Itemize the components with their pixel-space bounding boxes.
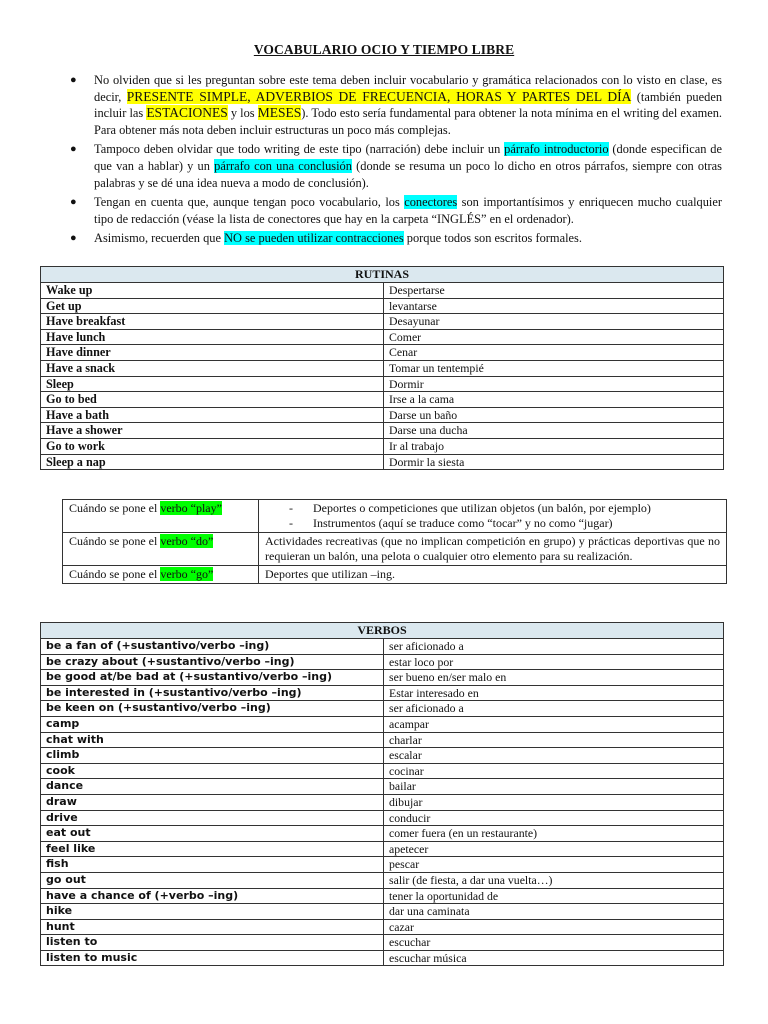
bullet-text: ). Todo esto sería fundamental para obtener la nota mínima en el writing del examen. Para obtener más nota deben incluir estructuras un poco más complejas. <box>94 106 722 137</box>
verb-rule-label <box>63 533 259 566</box>
spanish-translation: pescar <box>384 857 724 873</box>
english-term: dance <box>41 779 384 795</box>
spanish-translation: comer fuera (en un restaurante) <box>384 826 724 842</box>
rutinas-header: RUTINAS <box>41 267 724 283</box>
spanish-translation: Estar interesado en <box>384 685 724 701</box>
spanish-translation: escuchar música <box>384 950 724 966</box>
table-row <box>41 872 724 888</box>
spanish-translation: apetecer <box>384 841 724 857</box>
english-term: have a chance of (+verbo –ing) <box>41 888 384 904</box>
verb-rule-row <box>63 533 727 566</box>
bullet-text: porque todos son escritos formales. <box>403 231 582 246</box>
english-term: Sleep a nap <box>41 454 384 470</box>
spanish-translation: cocinar <box>384 763 724 779</box>
bullet-icon: ● <box>70 232 77 245</box>
english-term: chat with <box>41 732 384 748</box>
intro-bullet-item <box>70 72 722 138</box>
english-term: fish <box>41 857 384 873</box>
english-term: Have dinner <box>41 345 384 361</box>
table-row <box>41 904 724 920</box>
spanish-translation: Desayunar <box>384 314 724 330</box>
spanish-translation: Comer <box>384 329 724 345</box>
spanish-translation: Darse un baño <box>384 407 724 423</box>
spanish-translation: dar una caminata <box>384 904 724 920</box>
table-row <box>41 454 724 470</box>
english-term: be a fan of (+sustantivo/verbo –ing) <box>41 639 384 655</box>
verb-rule-explanation: Deportes que utilizan –ing. <box>259 566 727 584</box>
verb-usage-rules-table <box>62 499 727 584</box>
bullet-text: (también pueden incluir las <box>94 89 723 121</box>
table-row <box>41 376 724 392</box>
verb-rule-label <box>63 566 259 584</box>
highlighted-verb: verbo “do” <box>160 534 214 548</box>
table-row <box>41 888 724 904</box>
table-row <box>41 732 724 748</box>
bullet-text: Tampoco deben olvidar que todo writing de este tipo (narración) debe incluir un <box>94 142 505 157</box>
bullet-text: (donde se resuma un poco lo dicho en otros párrafos, siempre con otras palabras y se dé una idea nueva a modo de conclusión). <box>94 158 722 190</box>
english-term: Go to work <box>41 438 384 454</box>
highlighted-verb: verbo “play” <box>160 501 222 515</box>
table-row <box>41 407 724 423</box>
bullet-icon: ● <box>70 74 77 86</box>
english-term: drive <box>41 810 384 826</box>
verb-rule-row <box>63 566 727 584</box>
table-row <box>41 670 724 686</box>
english-term: be keen on (+sustantivo/verbo –ing) <box>41 701 384 717</box>
table-row <box>41 950 724 966</box>
spanish-translation: salir (de fiesta, a dar una vuelta…) <box>384 872 724 888</box>
table-row <box>41 826 724 842</box>
spanish-translation: Ir al trabajo <box>384 438 724 454</box>
intro-bullet-item <box>70 194 722 227</box>
highlighted-text: ESTACIONES <box>146 105 228 121</box>
english-term: be good at/be bad at (+sustantivo/verbo –ing) <box>41 670 384 686</box>
spanish-translation: escalar <box>384 748 724 764</box>
english-term: listen to music <box>41 950 384 966</box>
table-row <box>41 716 724 732</box>
english-term: Get up <box>41 298 384 314</box>
table-row <box>41 841 724 857</box>
verbos-table <box>40 622 724 966</box>
english-term: Sleep <box>41 376 384 392</box>
spanish-translation: tener la oportunidad de <box>384 888 724 904</box>
verbos-header: VERBOS <box>41 623 724 639</box>
english-term: listen to <box>41 935 384 951</box>
spanish-translation: bailar <box>384 779 724 795</box>
highlighted-verb: verbo “go” <box>160 567 214 581</box>
highlighted-text: conectores <box>404 195 458 210</box>
english-term: Have a shower <box>41 423 384 439</box>
highlighted-text: párrafo con una conclusión <box>214 158 352 173</box>
table-row <box>41 748 724 764</box>
english-term: be interested in (+sustantivo/verbo –ing) <box>41 685 384 701</box>
intro-notes-list <box>70 72 722 250</box>
spanish-translation: levantarse <box>384 298 724 314</box>
table-row <box>41 654 724 670</box>
table-row <box>41 438 724 454</box>
spanish-translation: Tomar un tentempié <box>384 360 724 376</box>
spanish-translation: acampar <box>384 716 724 732</box>
bullet-text: No olviden que si les preguntan sobre este tema deben incluir vocabulario y gramática relacionados con lo visto en clase, es decir, <box>94 73 722 104</box>
english-term: draw <box>41 794 384 810</box>
english-term: camp <box>41 716 384 732</box>
table-row <box>41 360 724 376</box>
highlighted-text: MESES <box>257 105 302 121</box>
highlighted-text: NO se pueden utilizar contracciones <box>224 231 404 246</box>
table-row <box>41 298 724 314</box>
table-row <box>41 685 724 701</box>
table-row <box>41 919 724 935</box>
table-row <box>41 779 724 795</box>
spanish-translation: conducir <box>384 810 724 826</box>
spanish-translation: Cenar <box>384 345 724 361</box>
verb-rule-row <box>63 500 727 533</box>
table-row <box>41 810 724 826</box>
table-row <box>41 857 724 873</box>
table-row <box>41 701 724 717</box>
verb-rule-explanation: Actividades recreativas (que no implican competición en grupo) y prácticas deportivas que no requieran un balón, una pelota o cualquier otro elemento para su realización. <box>259 533 727 566</box>
english-term: be crazy about (+sustantivo/verbo –ing) <box>41 654 384 670</box>
rule-list-item: - Instrumentos (aquí se traduce como “tocar” y no como “jugar) <box>289 516 613 530</box>
spanish-translation: cazar <box>384 919 724 935</box>
spanish-translation: estar loco por <box>384 654 724 670</box>
spanish-translation: Darse una ducha <box>384 423 724 439</box>
bullet-icon: ● <box>70 196 77 209</box>
english-term: eat out <box>41 826 384 842</box>
table-row <box>41 794 724 810</box>
highlighted-text: PRESENTE SIMPLE, ADVERBIOS DE FRECUENCIA, HORAS Y PARTES DEL DÍA <box>126 88 632 104</box>
intro-bullet-item <box>70 230 722 247</box>
spanish-translation: dibujar <box>384 794 724 810</box>
spanish-translation: charlar <box>384 732 724 748</box>
spanish-translation: ser aficionado a <box>384 701 724 717</box>
spanish-translation: Dormir <box>384 376 724 392</box>
table-row <box>41 935 724 951</box>
bullet-text: Asimismo, recuerden que <box>94 231 225 246</box>
bullet-icon: ● <box>70 143 77 156</box>
bullet-text: (donde especifican de que van a hablar) y un <box>94 142 722 173</box>
intro-bullet-item <box>70 141 722 191</box>
bullet-text: y los <box>227 106 258 121</box>
table-row <box>41 423 724 439</box>
verb-rule-explanation <box>259 500 727 533</box>
spanish-translation: ser bueno en/ser malo en <box>384 670 724 686</box>
page-title: VOCABULARIO OCIO Y TIEMPO LIBRE <box>253 42 515 57</box>
rutinas-table <box>40 266 724 470</box>
table-row <box>41 639 724 655</box>
english-term: Have lunch <box>41 329 384 345</box>
rule-list-item: - Deportes o competiciones que utilizan objetos (un balón, por ejemplo) <box>289 501 651 515</box>
bullet-text: son importantísimos y enriquecen mucho cualquier tipo de redacción (véase la lista de conectores que hay en la carpeta “INGLÉS” en el ordenador). <box>94 195 722 226</box>
english-term: Have breakfast <box>41 314 384 330</box>
rule-prefix: Cuándo se pone el <box>69 534 161 548</box>
spanish-translation: Despertarse <box>384 283 724 299</box>
english-term: cook <box>41 763 384 779</box>
english-term: feel like <box>41 841 384 857</box>
english-term: go out <box>41 872 384 888</box>
table-row <box>41 392 724 408</box>
rule-prefix: Cuándo se pone el <box>69 567 161 581</box>
english-term: hike <box>41 904 384 920</box>
english-term: Have a bath <box>41 407 384 423</box>
verb-rule-label <box>63 500 259 533</box>
spanish-translation: escuchar <box>384 935 724 951</box>
table-row <box>41 283 724 299</box>
english-term: hunt <box>41 919 384 935</box>
rule-prefix: Cuándo se pone el <box>69 501 161 515</box>
english-term: Go to bed <box>41 392 384 408</box>
table-row <box>41 763 724 779</box>
english-term: Have a snack <box>41 360 384 376</box>
english-term: climb <box>41 748 384 764</box>
spanish-translation: ser aficionado a <box>384 639 724 655</box>
highlighted-text: párrafo introductorio <box>504 142 609 157</box>
table-row <box>41 314 724 330</box>
spanish-translation: Irse a la cama <box>384 392 724 408</box>
table-row <box>41 329 724 345</box>
table-row <box>41 345 724 361</box>
english-term: Wake up <box>41 283 384 299</box>
bullet-text: Tengan en cuenta que, aunque tengan poco vocabulario, los <box>94 195 405 210</box>
spanish-translation: Dormir la siesta <box>384 454 724 470</box>
